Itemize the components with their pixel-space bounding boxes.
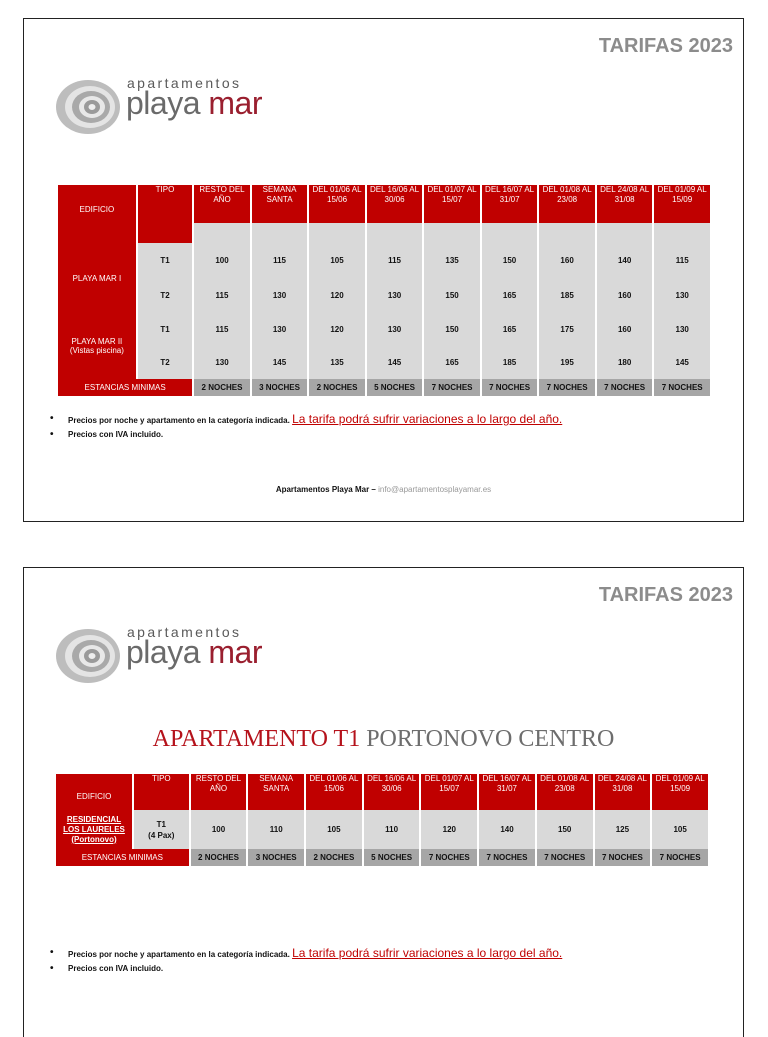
spacer-row (58, 223, 710, 243)
price-cell: 115 (252, 243, 308, 278)
price-cell: 115 (194, 278, 250, 313)
header-col: DEL 01/09 AL 15/09 (654, 185, 710, 223)
nights-cell: 7 NOCHES (479, 849, 535, 866)
header-col: SEMANA SANTA (248, 774, 304, 810)
building-playa-mar-ii (58, 313, 136, 379)
logo-word-playa: playa (126, 634, 200, 670)
note-line (50, 945, 562, 961)
price-cell: 105 (309, 243, 365, 278)
table-row (58, 278, 710, 313)
tarifas-title: TARIFAS 2023 (598, 584, 733, 606)
price-cell: 130 (194, 346, 250, 379)
price-cell: 120 (421, 810, 477, 849)
nights-cell: 2 NOCHES (191, 849, 247, 866)
logo (54, 73, 284, 143)
price-cell: 105 (652, 810, 708, 849)
estancias-label: ESTANCIAS MINIMAS (56, 849, 189, 866)
price-cell: 130 (367, 313, 423, 346)
header-edificio: EDIFICIO (56, 774, 132, 810)
footer-sep: – (369, 485, 379, 494)
header-col: SEMANA SANTA (252, 185, 308, 223)
note-red-text: La tarifa podrá sufrir variaciones a lo largo del año. (292, 946, 563, 960)
price-cell: 195 (539, 346, 595, 379)
header-col: DEL 01/07 AL 15/07 (424, 185, 480, 223)
notes (50, 411, 562, 443)
table-header-row (56, 774, 708, 810)
price-cell: 140 (479, 810, 535, 849)
header-col: DEL 01/08 AL 23/08 (539, 185, 595, 223)
price-cell: 115 (367, 243, 423, 278)
page-2 (23, 567, 744, 1037)
tipo-pax: (4 Pax) (148, 830, 175, 840)
price-cell: 125 (595, 810, 651, 849)
price-cell: 150 (537, 810, 593, 849)
logo-word-mar: mar (208, 85, 262, 121)
note-line (50, 427, 562, 443)
estancias-row (58, 379, 710, 396)
price-cell: 130 (367, 278, 423, 313)
nights-cell: 7 NOCHES (537, 849, 593, 866)
spiral-logo-icon (54, 77, 122, 137)
nights-cell: 2 NOCHES (309, 379, 365, 396)
nights-cell: 7 NOCHES (539, 379, 595, 396)
logo-brand (126, 634, 262, 671)
price-cell: 165 (482, 313, 538, 346)
price-cell: 130 (654, 313, 710, 346)
nights-cell: 5 NOCHES (367, 379, 423, 396)
price-cell: 165 (424, 346, 480, 379)
tipo-cell: T2 (138, 278, 193, 313)
price-cell: 150 (424, 278, 480, 313)
price-cell: 130 (252, 313, 308, 346)
header-tipo: TIPO (134, 774, 189, 810)
footer-email-link[interactable]: info@apartamentosplayamar.es (378, 485, 492, 494)
price-cell: 100 (194, 243, 250, 278)
price-cell: 115 (194, 313, 250, 346)
spiral-logo-icon (54, 626, 122, 686)
building-line: LOS LAURELES (63, 824, 125, 834)
tipo-cell: T1 (138, 243, 193, 278)
header-col: RESTO DEL AÑO (191, 774, 247, 810)
price-cell: 110 (364, 810, 420, 849)
nights-cell: 7 NOCHES (654, 379, 710, 396)
price-cell: 175 (539, 313, 595, 346)
table-row (58, 346, 710, 379)
tipo-label: T1 (156, 819, 166, 829)
price-cell: 150 (424, 313, 480, 346)
logo-word-mar: mar (208, 634, 262, 670)
footer (24, 485, 743, 494)
nights-cell: 7 NOCHES (424, 379, 480, 396)
logo-top-text: apartamentos (127, 624, 242, 640)
header-col: RESTO DEL AÑO (194, 185, 250, 223)
nights-cell: 7 NOCHES (597, 379, 653, 396)
header-col: DEL 16/06 AL 30/06 (364, 774, 420, 810)
page-subtitle (24, 726, 743, 753)
price-cell: 140 (597, 243, 653, 278)
header-col: DEL 16/06 AL 30/06 (367, 185, 423, 223)
header-col: DEL 01/08 AL 23/08 (537, 774, 593, 810)
table-row (58, 313, 710, 346)
price-cell: 145 (654, 346, 710, 379)
tipo-cell: T2 (138, 346, 193, 379)
note-text: Precios con IVA incluido. (68, 964, 164, 973)
subtitle-part-2: PORTONOVO CENTRO (366, 726, 615, 752)
nights-cell: 3 NOCHES (248, 849, 304, 866)
notes (50, 945, 562, 977)
price-cell: 145 (252, 346, 308, 379)
building-playa-mar-i: PLAYA MAR I (58, 243, 136, 313)
header-col: DEL 16/07 AL 31/07 (482, 185, 538, 223)
building-residencial-link[interactable] (56, 810, 132, 849)
price-cell: 180 (597, 346, 653, 379)
nights-cell: 3 NOCHES (252, 379, 308, 396)
logo (54, 622, 284, 692)
note-text: Precios por noche y apartamento en la categoría indicada. (68, 416, 290, 425)
price-cell: 135 (309, 346, 365, 379)
logo-top-text: apartamentos (127, 75, 242, 91)
header-col: DEL 01/07 AL 15/07 (421, 774, 477, 810)
header-tipo: TIPO (138, 185, 193, 223)
rates-table-1 (56, 185, 712, 396)
building-subname: (Vistas piscina) (69, 346, 124, 355)
price-cell: 160 (539, 243, 595, 278)
table-header-row (58, 185, 710, 223)
table-row (58, 243, 710, 278)
tipo-cell: T1 (138, 313, 193, 346)
price-cell: 135 (424, 243, 480, 278)
nights-cell: 2 NOCHES (194, 379, 250, 396)
price-cell: 145 (367, 346, 423, 379)
price-cell: 160 (597, 278, 653, 313)
price-cell: 185 (482, 346, 538, 379)
building-line: RESIDENCIAL (66, 814, 122, 824)
price-cell: 130 (654, 278, 710, 313)
header-col: DEL 24/08 AL 31/08 (595, 774, 651, 810)
note-text: Precios con IVA incluido. (68, 430, 164, 439)
price-cell: 130 (252, 278, 308, 313)
price-cell: 115 (654, 243, 710, 278)
header-col: DEL 16/07 AL 31/07 (479, 774, 535, 810)
note-red-text: La tarifa podrá sufrir variaciones a lo largo del año. (292, 412, 563, 426)
price-cell: 150 (482, 243, 538, 278)
logo-word-playa: playa (126, 85, 200, 121)
rates-table-2 (54, 774, 710, 866)
price-cell: 120 (309, 313, 365, 346)
table-row (56, 810, 708, 849)
logo-brand (126, 85, 262, 122)
nights-cell: 7 NOCHES (421, 849, 477, 866)
price-cell: 185 (539, 278, 595, 313)
estancias-label: ESTANCIAS MINIMAS (58, 379, 192, 396)
price-cell: 160 (597, 313, 653, 346)
header-col: DEL 01/06 AL 15/06 (306, 774, 362, 810)
price-cell: 100 (191, 810, 247, 849)
note-line (50, 411, 562, 427)
note-text: Precios por noche y apartamento en la categoría indicada. (68, 950, 290, 959)
note-line (50, 961, 562, 977)
building-line: (Portonovo) (71, 834, 117, 844)
header-col: DEL 01/06 AL 15/06 (309, 185, 365, 223)
nights-cell: 2 NOCHES (306, 849, 362, 866)
header-col: DEL 01/09 AL 15/09 (652, 774, 708, 810)
price-cell: 110 (248, 810, 304, 849)
tipo-cell (134, 810, 189, 849)
building-name: PLAYA MAR II (71, 337, 123, 346)
nights-cell: 7 NOCHES (652, 849, 708, 866)
nights-cell: 5 NOCHES (364, 849, 420, 866)
header-col: DEL 24/08 AL 31/08 (597, 185, 653, 223)
page-1 (23, 18, 744, 522)
nights-cell: 7 NOCHES (595, 849, 651, 866)
footer-company: Apartamentos Playa Mar (275, 485, 370, 494)
estancias-row (56, 849, 708, 866)
nights-cell: 7 NOCHES (482, 379, 538, 396)
header-edificio: EDIFICIO (58, 185, 136, 223)
subtitle-part-1: APARTAMENTO T1 (152, 726, 361, 752)
tarifas-title: TARIFAS 2023 (598, 35, 733, 57)
price-cell: 105 (306, 810, 362, 849)
price-cell: 165 (482, 278, 538, 313)
price-cell: 120 (309, 278, 365, 313)
